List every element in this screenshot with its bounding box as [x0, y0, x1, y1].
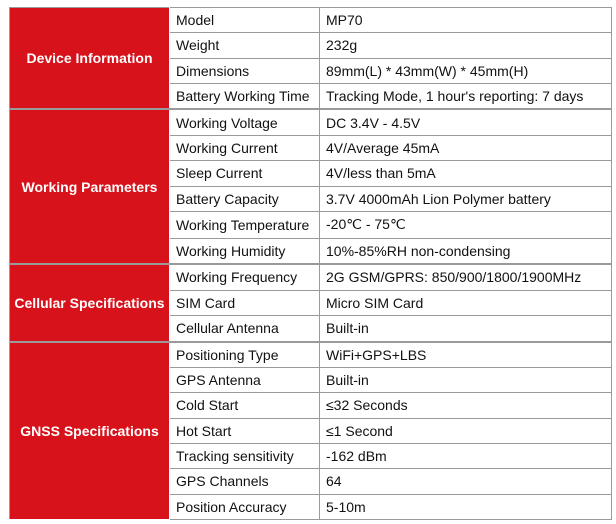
spec-value: 64: [320, 469, 612, 494]
spec-table-body: [10, 8, 612, 520]
table-row: [10, 264, 612, 290]
spec-label: Positioning Type: [170, 342, 320, 368]
table-row: [10, 8, 612, 33]
spec-label: Weight: [170, 33, 320, 58]
spec-value: DC 3.4V - 4.5V: [320, 109, 612, 135]
spec-label: Dimensions: [170, 58, 320, 83]
spec-value: 3.7V 4000mAh Lion Polymer battery: [320, 186, 612, 211]
section-title: Cellular Specifications: [10, 264, 170, 341]
spec-value: 5-10m: [320, 494, 612, 519]
spec-label: Tracking sensitivity: [170, 443, 320, 468]
spec-label: Position Accuracy: [170, 494, 320, 519]
spec-value: -20℃ - 75℃: [320, 211, 612, 238]
section-title: Working Parameters: [10, 109, 170, 264]
spec-value: Micro SIM Card: [320, 290, 612, 315]
spec-label: Battery Working Time: [170, 83, 320, 109]
spec-label: Working Current: [170, 135, 320, 160]
spec-value: 2G GSM/GPRS: 850/900/1800/1900MHz: [320, 264, 612, 290]
section-title: Device Information: [10, 8, 170, 110]
spec-label: GPS Channels: [170, 469, 320, 494]
spec-value: ≤32 Seconds: [320, 393, 612, 418]
spec-label: GPS Antenna: [170, 368, 320, 393]
table-row: [10, 109, 612, 135]
section-title: GNSS Specifications: [10, 342, 170, 520]
spec-value: -162 dBm: [320, 443, 612, 468]
spec-value: 4V/Average 45mA: [320, 135, 612, 160]
spec-value: 232g: [320, 33, 612, 58]
spec-label: Hot Start: [170, 418, 320, 443]
spec-label: SIM Card: [170, 290, 320, 315]
spec-label: Model: [170, 8, 320, 33]
spec-value: 4V/less than 5mA: [320, 161, 612, 186]
spec-value: 10%-85%RH non-condensing: [320, 238, 612, 264]
table-row: [10, 342, 612, 368]
spec-label: Working Voltage: [170, 109, 320, 135]
spec-value: ≤1 Second: [320, 418, 612, 443]
spec-value: 89mm(L) * 43mm(W) * 45mm(H): [320, 58, 612, 83]
spec-label: Working Temperature: [170, 211, 320, 238]
spec-table: [9, 7, 612, 520]
spec-value: WiFi+GPS+LBS: [320, 342, 612, 368]
spec-label: Battery Capacity: [170, 186, 320, 211]
spec-value: Tracking Mode, 1 hour's reporting: 7 days: [320, 83, 612, 109]
spec-label: Working Humidity: [170, 238, 320, 264]
spec-label: Sleep Current: [170, 161, 320, 186]
spec-label: Working Frequency: [170, 264, 320, 290]
spec-label: Cold Start: [170, 393, 320, 418]
spec-label: Cellular Antenna: [170, 315, 320, 341]
spec-value: Built-in: [320, 368, 612, 393]
spec-value: MP70: [320, 8, 612, 33]
spec-value: Built-in: [320, 315, 612, 341]
